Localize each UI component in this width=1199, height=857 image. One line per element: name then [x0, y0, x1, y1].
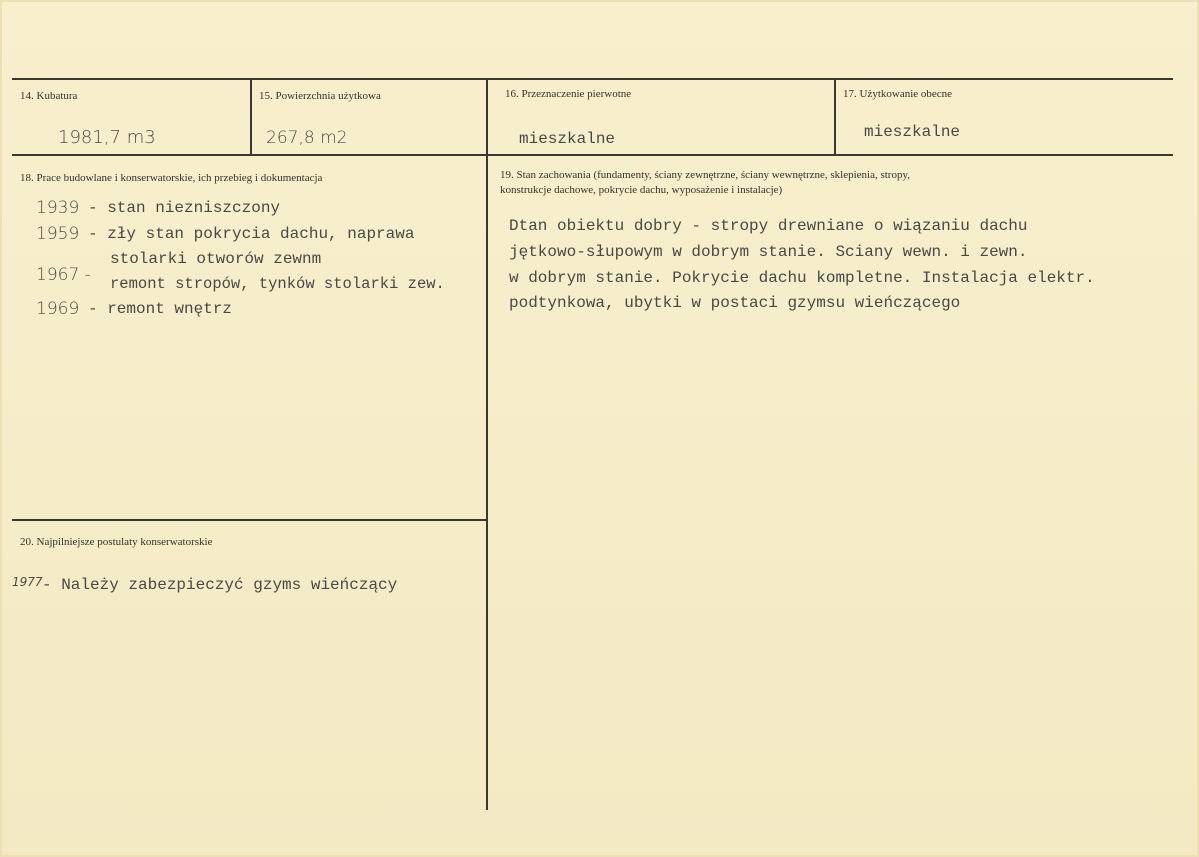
field-17-value: mieszkalne — [864, 123, 961, 141]
field-16-label: 16. Przeznaczenie pierwotne — [505, 88, 632, 100]
work-entry-text: stolarki otworów zewnm — [110, 250, 322, 268]
postulate-text: - Należy zabezpieczyć gzyms wieńczący — [42, 576, 398, 594]
divider-16-17 — [834, 79, 836, 155]
field-14-label: 14. Kubatura — [20, 90, 78, 102]
work-entry-text: - stan niezniszczony — [88, 199, 281, 217]
field-16-value: mieszkalne — [519, 130, 616, 148]
condition-line: w dobrym stanie. Pokrycie dachu kompletne. Instalacja elektr. — [509, 269, 1095, 287]
field-20-label: 20. Najpilniejsze postulaty konserwatorskie — [20, 536, 213, 548]
field-19-label: 19. Stan zachowania (fundamenty, ściany zewnętrzne, ściany wewnętrzne, sklepienia, stropy, — [500, 169, 911, 181]
divider-14-15 — [250, 79, 252, 155]
field-17-label: 17. Użytkowanie obecne — [843, 88, 953, 100]
work-entry-text: - remont wnętrz — [88, 300, 233, 318]
row1-bottom-rule — [12, 154, 1173, 156]
field-14-value: 1981,7 m3 — [58, 127, 156, 148]
field-18-label: 18. Prace budowlane i konserwatorskie, ich przebieg i dokumentacja — [20, 172, 323, 184]
field-19-label-cont: konstrukcje dachowe, pokrycie dachu, wyposażenie i instalacje) — [500, 184, 783, 196]
postulate-year: 1977 — [12, 575, 43, 589]
divider-15-16 — [486, 79, 488, 810]
work-entry-text: remont stropów, tynków stolarki zew. — [110, 275, 445, 293]
condition-line: jętkowo-słupowym w dobrym stanie. Sciany wewn. i zewn. — [509, 243, 1028, 261]
condition-line: Dtan obiektu dobry - stropy drewniane o wiązaniu dachu — [509, 217, 1028, 235]
work-entry-year: 1959 — [36, 224, 80, 244]
work-entry-year: 1969 — [36, 299, 80, 319]
condition-line: podtynkowa, ubytki w postaci gzymsu wieńczącego — [509, 294, 961, 312]
field-15-value: 267,8 m2 — [266, 128, 348, 148]
field-15-label: 15. Powierzchnia użytkowa — [259, 90, 381, 102]
work-entry-text: - zły stan pokrycia dachu, naprawa — [88, 225, 415, 243]
field-18-bottom-rule — [12, 519, 487, 521]
top-rule — [12, 78, 1173, 80]
work-entry-year: 1939 — [36, 198, 80, 218]
work-entry-year: 1967 - — [36, 265, 91, 285]
